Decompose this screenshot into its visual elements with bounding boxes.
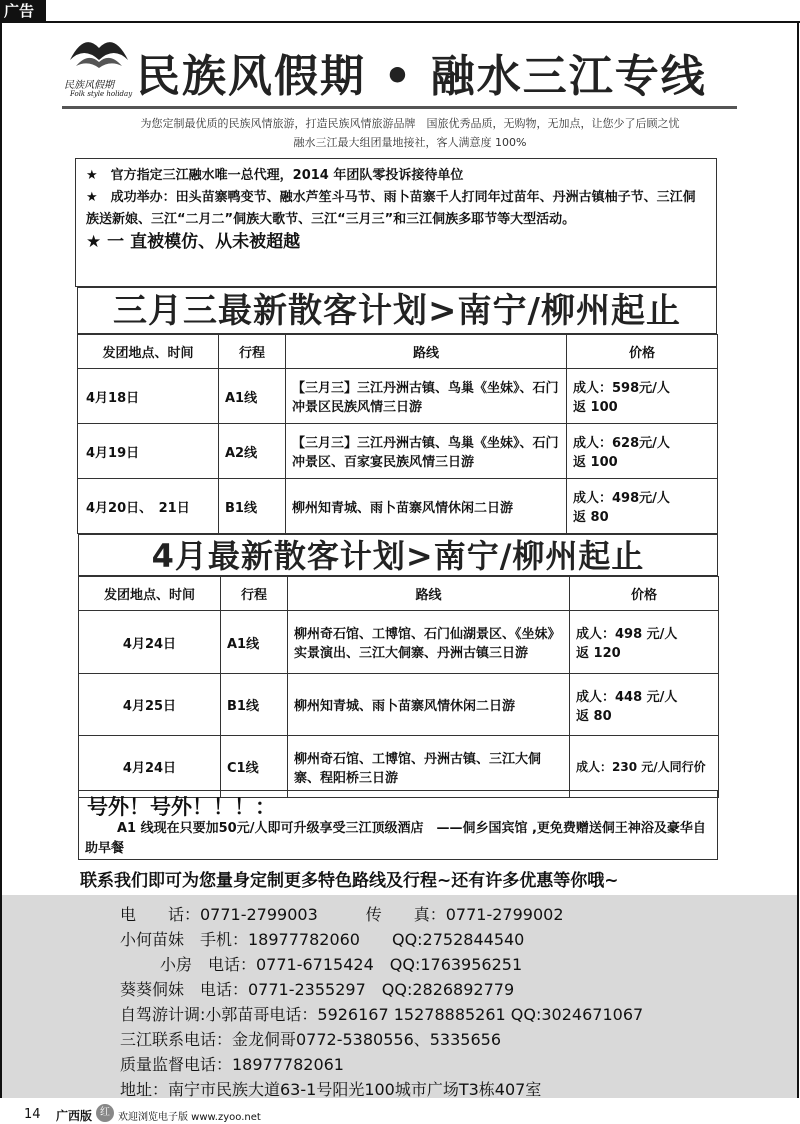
top-rule — [0, 21, 800, 23]
cell-route: 柳州奇石馆、工博馆、丹洲古镇、三江大侗寨、程阳桥三日游 — [288, 736, 570, 798]
cell-date: 4月19日 — [78, 424, 219, 479]
header-code: 行程 — [221, 577, 288, 611]
cell-date: 4月24日 — [79, 611, 221, 674]
cell-price — [567, 479, 718, 534]
contact-line: 三江联系电话：金龙侗哥0772-5380556、5335656 — [120, 1030, 502, 1049]
cell-code: A1线 — [219, 369, 286, 424]
logo-chinese: 民族风假期 — [64, 80, 114, 91]
table-header-row — [79, 577, 719, 611]
price-adult: 成人：230 元/人同行价 — [576, 760, 706, 774]
price-rebate: 返 80 — [576, 708, 612, 724]
slogan-line: 为您定制最优质的民族风情旅游，打造民族风情旅游品牌 国旅优秀品质，无购物，无加点，让您少了后顾之忧 — [140, 117, 680, 130]
price-adult: 成人：598元/人 — [573, 381, 670, 396]
intro-line: ★ 成功举办：田头苗寨鸭变节、融水芦笙斗马节、雨卜苗寨千人打同年过苗年、丹洲古镇柚子节、三江侗族送新娘、三江“二月二”侗族大歌节、三江“三月三”和三江侗族多耶节等大型活动。 — [86, 190, 696, 227]
contact-box — [2, 895, 797, 1098]
cell-price — [570, 736, 719, 798]
extra-notice-box — [78, 790, 718, 860]
header-date: 发团地点、时间 — [78, 335, 219, 369]
call-to-action: 联系我们即可为您量身定制更多特色路线及行程~还有许多优惠等你哦~ — [80, 871, 619, 891]
brand-logo — [64, 30, 134, 104]
price-adult: 成人：498 元/人 — [576, 627, 678, 642]
website-link[interactable]: 欢迎浏览电子版 www.zyoo.net — [118, 1112, 261, 1123]
header-date: 发团地点、时间 — [79, 577, 221, 611]
page-number: 14 — [24, 1107, 41, 1122]
table-row — [79, 611, 719, 674]
table-row — [79, 736, 719, 798]
price-adult: 成人：498元/人 — [573, 491, 670, 506]
intro-box — [75, 158, 717, 287]
edition-label: 广西版 — [56, 1109, 93, 1123]
cell-route: 柳州知青城、雨卜苗寨风情休闲二日游 — [288, 674, 570, 736]
price-rebate: 返 100 — [573, 455, 618, 470]
cell-date: 4月20日、 21日 — [78, 479, 219, 534]
cell-code: A2线 — [219, 424, 286, 479]
wing-icon — [64, 30, 134, 76]
cell-date: 4月24日 — [79, 736, 221, 798]
extra-text: A1 线现在只要加50元/人即可升级享受三江顶级酒店 ——侗乡国宾馆 ,更免费赠送侗王神浴及豪华自助早餐 — [85, 821, 706, 856]
contact-line: 自驾游计调:小郭苗哥电话：5926167 15278885261 QQ:3024671067 — [120, 1005, 644, 1024]
contact-line: 小房 电话：0771-6715424 QQ:1763956251 — [160, 955, 523, 974]
price-adult: 成人：448 元/人 — [576, 689, 678, 705]
cell-price — [570, 611, 719, 674]
edition-badge: 红 — [96, 1104, 114, 1122]
header-price: 价格 — [567, 335, 718, 369]
cell-date: 4月25日 — [79, 674, 221, 736]
plan1-table — [77, 334, 718, 534]
cell-route: 柳州知青城、雨卜苗寨风情休闲二日游 — [286, 479, 567, 534]
price-rebate: 返 100 — [573, 400, 618, 415]
cell-price — [570, 674, 719, 736]
header-code: 行程 — [219, 335, 286, 369]
table-row — [78, 479, 718, 534]
cell-code: B1线 — [219, 479, 286, 534]
plan1-banner: 三月三最新散客计划>南宁/柳州起止 — [77, 287, 717, 334]
table-row — [78, 424, 718, 479]
cell-code: A1线 — [221, 611, 288, 674]
page-footer — [0, 1101, 800, 1124]
frame-right — [797, 21, 799, 1098]
cell-route: 【三月三】三江丹洲古镇、鸟巢《坐妹》、石门冲景区、百家宴民族风情三日游 — [286, 424, 567, 479]
header-price: 价格 — [570, 577, 719, 611]
table-row — [78, 369, 718, 424]
contact-line: 葵葵侗妹 电话：0771-2355297 QQ:2826892779 — [120, 980, 515, 999]
plan2-banner: 4月最新散客计划>南宁/柳州起止 — [78, 534, 718, 576]
plan2-table — [78, 576, 719, 798]
price-rebate: 返 120 — [576, 646, 621, 661]
header-route: 路线 — [286, 335, 567, 369]
extra-title: 号外！号外！！！： — [87, 795, 276, 819]
page-title: 民族风假期 • 融水三江专线 — [136, 51, 707, 102]
table-header-row — [78, 335, 718, 369]
intro-line: ★ 官方指定三江融水唯一总代理，2014 年团队零投诉接待单位 — [86, 168, 464, 183]
table-row — [79, 674, 719, 736]
cell-date: 4月18日 — [78, 369, 219, 424]
price-rebate: 返 80 — [573, 510, 609, 525]
cell-code: B1线 — [221, 674, 288, 736]
cell-price — [567, 369, 718, 424]
slogan-line: 融水三江最大组团量地接社，客人满意度 100% — [293, 136, 527, 149]
contact-phone-fax: 电 话：0771-2799003 传 真：0771-2799002 — [120, 905, 564, 924]
cell-route: 【三月三】三江丹洲古镇、鸟巢《坐妹》、石门冲景区民族风情三日游 — [286, 369, 567, 424]
logo-english: Folk style holiday — [70, 90, 133, 98]
title-rule — [62, 106, 737, 109]
cell-code: C1线 — [221, 736, 288, 798]
header-route: 路线 — [288, 577, 570, 611]
contact-address: 地址：南宁市民族大道63-1号阳光100城市广场T3栋407室 — [120, 1080, 542, 1099]
ad-tag: 广告 — [0, 0, 46, 22]
contact-line: 小何苗妹 手机：18977782060 QQ:2752844540 — [120, 930, 525, 949]
price-adult: 成人：628元/人 — [573, 436, 670, 451]
intro-line: ★ 一 直被模仿、从未被超越 — [86, 232, 301, 252]
contact-line: 质量监督电话：18977782061 — [120, 1055, 344, 1074]
cell-price — [567, 424, 718, 479]
cell-route: 柳州奇石馆、工博馆、石门仙湖景区、《坐妹》实景演出、三江大侗寨、丹洲古镇三日游 — [288, 611, 570, 674]
